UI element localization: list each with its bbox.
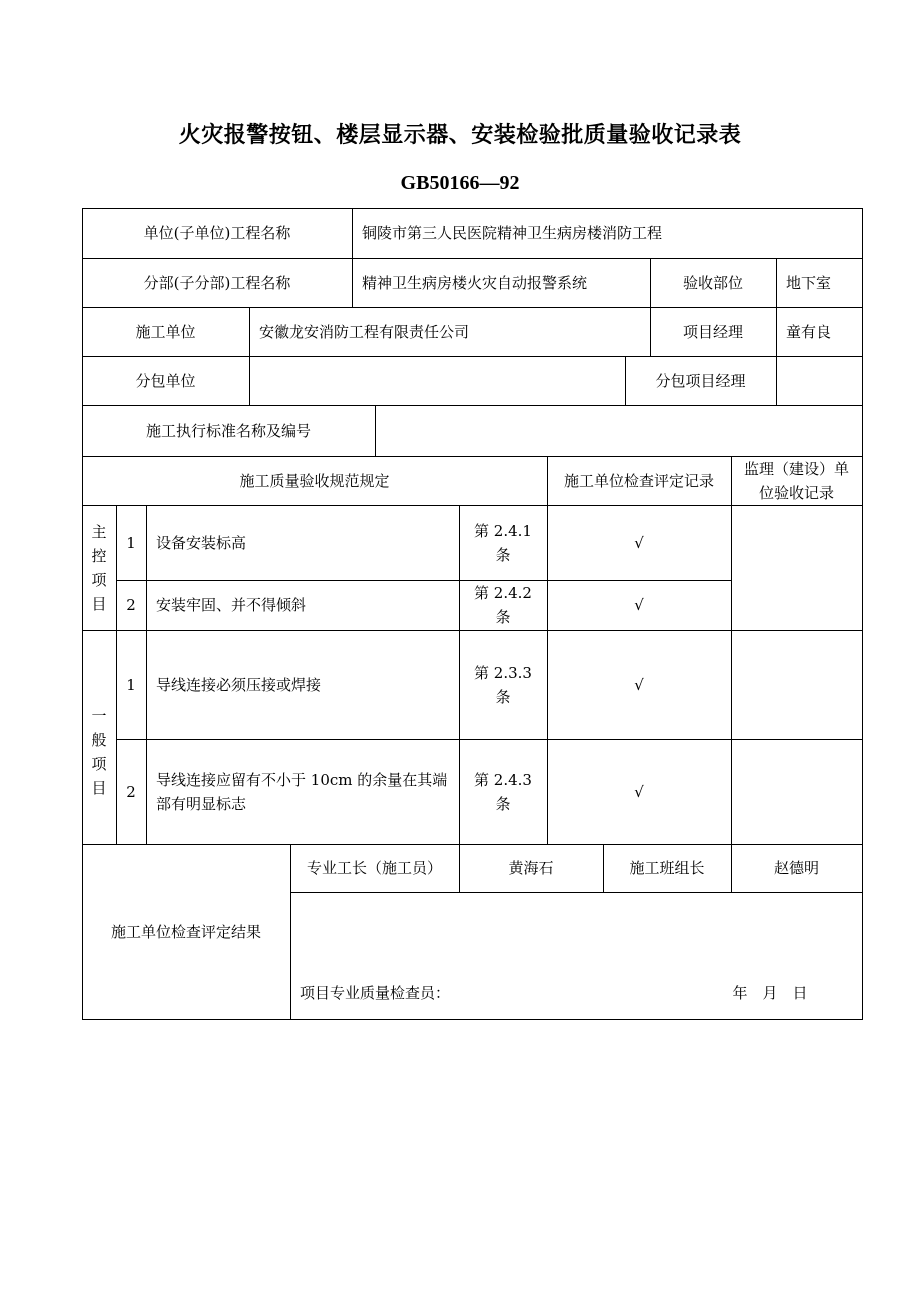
item-result: √ [634,782,644,801]
main-items-label [82,505,116,630]
rule [862,208,863,1020]
standard-value [375,405,862,456]
acceptance-part-label: 验收部位 [682,273,743,292]
contractor-value: 安徽龙安消防工程有限责任公司 [259,322,470,341]
sub-manager-value [776,356,862,405]
team-leader-value: 赵德明 [773,859,819,877]
spec-column-header: 施工质量验收规范规定 [239,471,390,490]
standard-code: GB50166—92 [400,172,520,194]
page-title: 火灾报警按钮、楼层显示器、安装检验批质量验收记录表 [178,122,742,148]
project-manager-value: 童有良 [786,322,832,341]
acceptance-part-value: 地下室 [786,273,832,292]
group-char: 一 [91,707,107,725]
foreman-label: 专业工长（施工员） [306,859,442,877]
group-char: 项 [91,755,107,773]
unit-project-label: 单位(子单位)工程名称 [143,224,291,242]
item-description: 导线连接应留有不小于 10cm 的余量在其端部有明显标志 [156,770,448,813]
item-description: 安装牢固、并不得倾斜 [156,596,307,614]
rule [731,456,732,844]
inspector-label: 项目专业质量检查员： [300,984,451,1002]
group-char: 控 [91,546,107,565]
unit-project-value: 铜陵市第三人民医院精神卫生病房楼消防工程 [362,224,663,242]
team-leader-label: 施工班组长 [629,859,705,877]
result-label: 施工单位检查评定结果 [110,922,261,941]
item-result: √ [634,533,644,552]
item-number: 2 [126,596,136,614]
standard-label: 施工执行标准名称及编号 [145,421,311,440]
sub-project-label: 分部(子分部)工程名称 [143,273,291,292]
item-clause: 第 2.4.1 条 [474,521,532,564]
item-number: 2 [126,782,136,801]
rule [290,892,863,893]
rule [459,505,460,844]
subcontractor-value [249,356,625,405]
group-char: 主 [91,522,107,541]
sub-project-value: 精神卫生病房楼火灾自动报警系统 [362,273,588,292]
item-result: √ [634,675,644,694]
group-char: 般 [91,731,107,749]
group-char: 目 [91,779,107,797]
group-char: 目 [91,594,107,613]
item-clause: 第 2.3.3 条 [474,663,532,706]
item-result: √ [634,596,644,614]
foreman-value: 黄海石 [508,859,554,877]
contractor-record-header: 施工单位检查评定记录 [563,471,714,490]
rule [82,1019,863,1020]
supervisor-record-header: 监理（建设）单位验收记录 [743,459,849,502]
general-items-label [82,630,116,844]
item-clause: 第 2.4.2 条 [474,584,532,626]
group-char: 项 [91,570,107,589]
sub-manager-label: 分包项目经理 [655,371,746,390]
item-clause: 第 2.4.3 条 [474,770,532,813]
contractor-label: 施工单位 [135,322,196,341]
item-description: 设备安装标高 [156,533,247,552]
item-number: 1 [126,675,136,694]
item-number: 1 [126,533,136,552]
item-description: 导线连接必须压接或焊接 [156,675,322,694]
project-manager-label: 项目经理 [682,322,743,341]
date-label: 年 月 日 [732,984,808,1002]
subcontractor-label: 分包单位 [135,371,196,390]
